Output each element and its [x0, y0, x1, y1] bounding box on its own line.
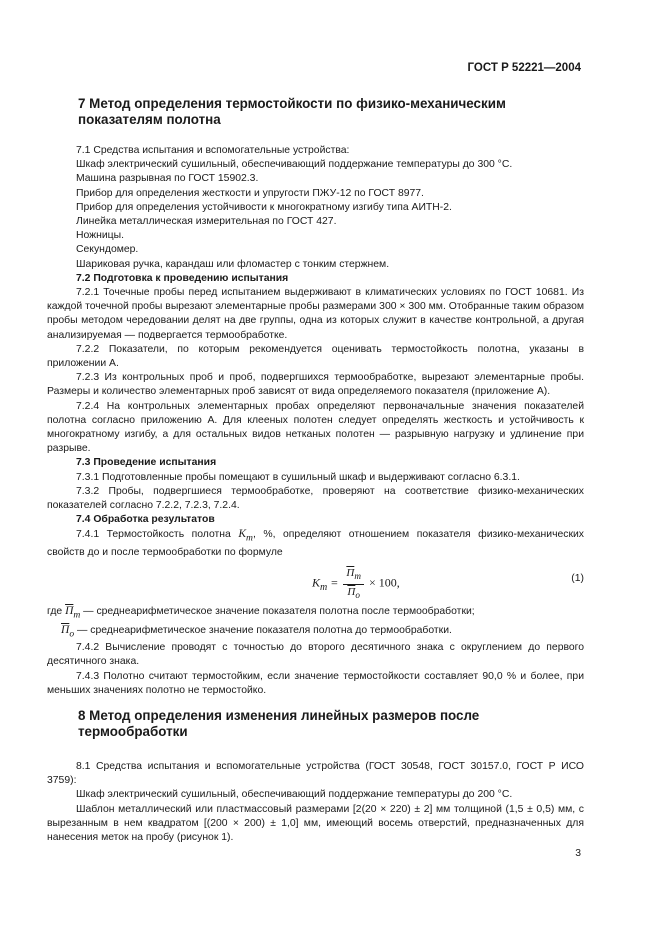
equipment-item: Секундомер.: [76, 244, 139, 256]
clause-7-2-4: 7.2.4 На контрольных элементарных пробах определяют первоначальные значения показателей полотна согласно приложению А. Для клееных полотен следует определять жесткость и устойчивость к многократному изгибу, а для остальных видов нетканых полотен — разрывную нагрузку и удлинение при разрыве.: [47, 400, 584, 455]
equation-number: (1): [571, 573, 584, 585]
where-line-1: где $П_т$ — среднеарифметическое значение показателя полотна после термообработки;: [47, 605, 475, 621]
clause-7-2-2: 7.2.2 Показатели, по которым рекомендуется оценивать термостойкость полотна, указаны в приложении А.: [47, 343, 584, 370]
clause-7-4-3: 7.4.3 Полотно считают термостойким, если значение термостойкости составляет 90,0 % и более, при меньших значениях полотно не термостойко.: [47, 670, 584, 696]
equipment-item: Шаблон металлический или пластмассовый размерами [2(20 × 220) ± 2] мм толщиной (1,5 ± 0,5) мм, с вырезанным в нем квадратом [(200 × 200) ± 1,0] мм, имеющий восемь отверстий, предназначенных для нанесения меток на пробу (рисунок 1).: [47, 803, 584, 844]
document-code: ГОСТ Р 52221—2004: [467, 62, 581, 74]
equipment-item: Шкаф электрический сушильный, обеспечивающий поддержание температуры до 300 °С.: [76, 159, 513, 171]
symbol-k: $K_т$: [238, 528, 253, 544]
section-8-body: [47, 760, 584, 845]
formula-1: [47, 564, 584, 602]
clause-7-4-1-start: 7.4.1 Термостойкость полотна: [76, 529, 231, 541]
clause-7-3-2: 7.3.2 Пробы, подвергшиеся термообработке, проверяют на соответствие физико-механических показателей согласно 7.2.2, 7.2.3, 7.2.4.: [47, 485, 584, 512]
clause-7-2-1: 7.2.1 Точечные пробы перед испытанием выдерживают в климатических условиях по ГОСТ 10681. Из каждой точечной пробы вырезают элементарные пробы размерами 300 × 300 мм. Отобранные таким образом пробы методом чередовании делят на две группы, одна из которых служит в качестве контрольной, а другая анализируемая — подвергается термообработке.: [47, 287, 584, 341]
equipment-item: Шариковая ручка, карандаш или фломастер с тонким стержнем.: [76, 258, 390, 270]
heading-7-4: 7.4 Обработка результатов: [76, 514, 215, 526]
page-number: 3: [575, 848, 581, 859]
clause-7-4-2: 7.4.2 Вычисление проводят с точностью до второго десятичного знака с округлением до первого десятичного знака.: [47, 642, 584, 668]
formula-expression: $K_т$ = $\frac{П_т}{П_о}$ × 100,: [312, 566, 400, 602]
clause-7-2-3: 7.2.3 Из контрольных проб и проб, подвергшихся термообработке, вырезают элементарные пробы. Размеры и количество элементарных проб зависят от вида определяемого показателя (приложение А).: [47, 372, 584, 398]
equipment-item: Машина разрывная по ГОСТ 15902.3.: [76, 173, 259, 185]
equipment-item: Ножницы.: [76, 230, 124, 242]
heading-7-3: 7.3 Проведение испытания: [76, 457, 217, 469]
clause-7-4-1-end: , %, определяют отношением показателя физико-механических свойств до и после термообработки по формуле: [47, 529, 585, 558]
equipment-item: Прибор для определения жесткости и упругости ПЖУ-12 по ГОСТ 8977.: [76, 187, 424, 199]
equipment-item: Линейка металлическая измерительная по ГОСТ 427.: [76, 216, 337, 228]
section-7-body: [47, 144, 584, 698]
equipment-item: Прибор для определения устойчивости к многократному изгибу типа АИТН-2.: [76, 201, 452, 213]
section-7-title: 7 Метод определения термостойкости по физико-механическим показателям полотна: [78, 96, 506, 127]
formula-fraction: $\frac{П_т}{П_о}$: [343, 566, 364, 602]
clause-7-1: 7.1 Средства испытания и вспомогательные устройства:: [76, 145, 350, 156]
clause-7-4-1: [47, 527, 584, 560]
clause-7-3-1: 7.3.1 Подготовленные пробы помещают в сушильный шкаф и выдерживают согласно 6.3.1.: [76, 471, 520, 483]
equipment-item: Шкаф электрический сушильный, обеспечивающий поддержание температуры до 200 °С.: [76, 789, 513, 801]
heading-7-2: 7.2 Подготовка к проведению испытания: [76, 272, 289, 284]
clause-8-1: 8.1 Средства испытания и вспомогательные устройства (ГОСТ 30548, ГОСТ 30157.0, ГОСТ Р ИСО 3759):: [47, 761, 584, 787]
where-line-2: $П_о$ — среднеарифметическое значение показателя полотна до термообработки.: [61, 623, 452, 639]
section-8-title: 8 Метод определения изменения линейных размеров после термообработки: [78, 708, 480, 739]
